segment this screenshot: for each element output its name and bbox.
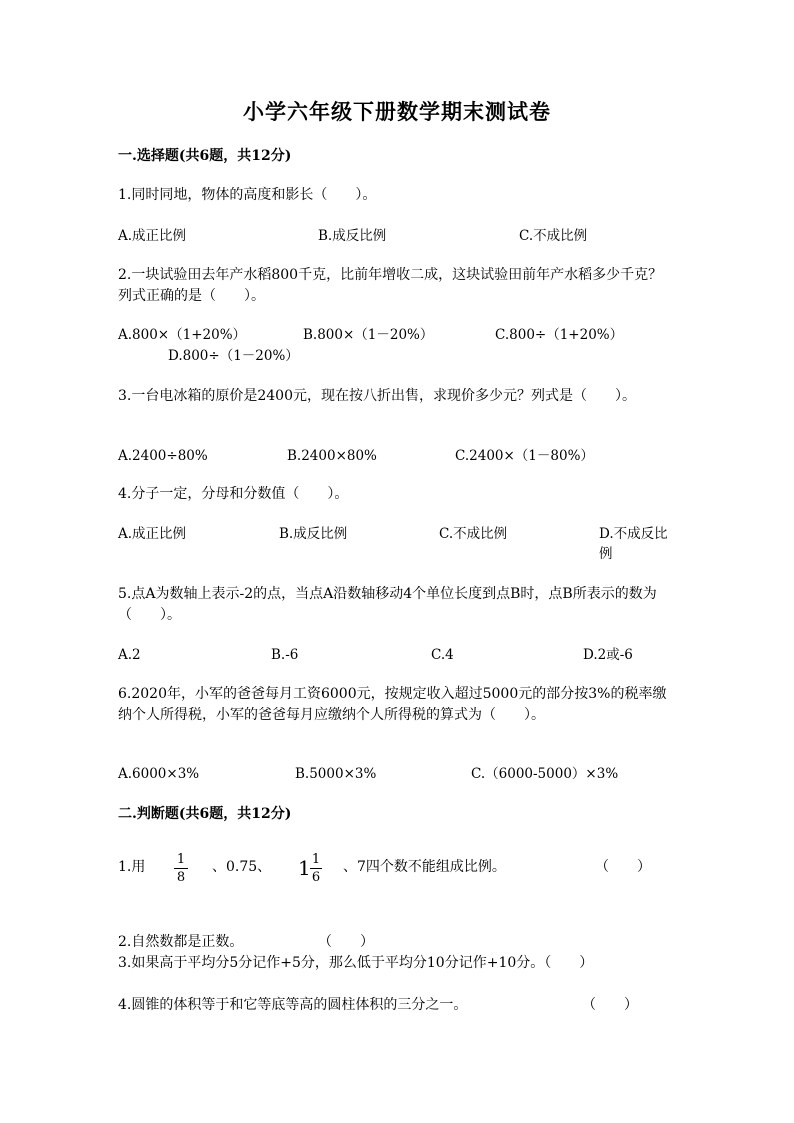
- fraction-one-sixth: [310, 852, 322, 885]
- q1-option-b: B.成反比例: [318, 228, 387, 244]
- q3-option-a: A.2400÷80%: [118, 448, 208, 464]
- question-4-text: 4.分子一定，分母和分数值（ ）。: [118, 486, 349, 502]
- section-heading-choice: 一.选择题(共6题，共12分): [118, 148, 292, 164]
- q6-option-b: B.5000×3%: [295, 766, 377, 782]
- question-1-text: 1.同时同地，物体的高度和影长（ ）。: [118, 187, 377, 203]
- q3-option-c: C.2400×（1－80%）: [455, 448, 594, 464]
- q5-option-a: A.2: [118, 647, 141, 663]
- q6-option-a: A.6000×3%: [118, 766, 200, 782]
- j1-middle: 、0.75、: [212, 859, 272, 875]
- fraction-numerator: 1: [311, 852, 321, 867]
- q2-option-b: B.800×（1－20%）: [303, 327, 434, 343]
- q4-option-d-label: D.不成反比例: [599, 526, 668, 562]
- q5-option-d: D.2或-6: [583, 647, 633, 663]
- judgement-3-text: 3.如果高于平均分5分记作+5分，那么低于平均分10分记作+10分。（ ）: [118, 955, 594, 971]
- q2-option-d: D.800÷（1－20%）: [168, 348, 299, 364]
- question-6-text: 6.2020年，小军的爸爸每月工资6000元，按规定收入超过5000元的部分按3%的税率缴纳个人所得税，小军的爸爸每月应缴纳个人所得税的算式为（ ）。: [118, 686, 667, 723]
- section-heading-judgement: 二.判断题(共6题，共12分): [118, 806, 292, 822]
- mixed-number-whole: 1: [298, 856, 311, 880]
- question-2-text: 2.一块试验田去年产水稻800千克，比前年增收二成，这块试验田前年产水稻多少千克？列式正确的是（ ）。: [118, 267, 663, 304]
- q4-option-a: A.成正比例: [118, 526, 187, 542]
- fraction-bar: [174, 868, 188, 869]
- question-5-text: 5.点A为数轴上表示-2的点，当点A沿数轴移动4个单位长度到点B时，点B所表示的数为（ ）。: [118, 586, 657, 623]
- j4-answer-blank: （ ）: [582, 997, 638, 1013]
- j1-prefix: 1.用: [118, 859, 146, 875]
- fraction-denominator: 8: [176, 870, 186, 885]
- q2-option-a: A.800×（1+20%）: [118, 327, 247, 343]
- j1-answer-blank: （ ）: [595, 859, 651, 875]
- page-title: 小学六年级下册数学期末测试卷: [243, 99, 551, 124]
- q2-option-c: C.800÷（1+20%）: [495, 327, 624, 343]
- judgement-4-text: 4.圆锥的体积等于和它等底等高的圆柱体积的三分之一。: [118, 997, 468, 1013]
- q3-option-b: B.2400×80%: [287, 448, 377, 464]
- j2-answer-blank: （ ）: [318, 934, 374, 950]
- q1-option-c: C.不成比例: [519, 228, 588, 244]
- q4-option-d: [599, 524, 679, 564]
- q4-option-b: B.成反比例: [279, 526, 348, 542]
- q6-option-c: C.（6000-5000）×3%: [471, 766, 619, 782]
- fraction-denominator: 6: [311, 870, 321, 885]
- q1-option-a: A.成正比例: [118, 228, 187, 244]
- q5-option-c: C.4: [431, 647, 454, 663]
- fraction-numerator: 1: [176, 852, 186, 867]
- judgement-2-text: 2.自然数都是正数。: [118, 934, 244, 950]
- q5-option-b: B.-6: [271, 647, 299, 663]
- q4-option-c: C.不成比例: [439, 526, 508, 542]
- j1-suffix: 、7四个数不能组成比例。: [343, 859, 506, 875]
- question-3-text: 3.一台电冰箱的原价是2400元，现在按八折出售，求现价多少元？列式是（ ）。: [118, 388, 636, 404]
- fraction-one-eighth: [174, 852, 188, 885]
- fraction-bar: [310, 868, 322, 869]
